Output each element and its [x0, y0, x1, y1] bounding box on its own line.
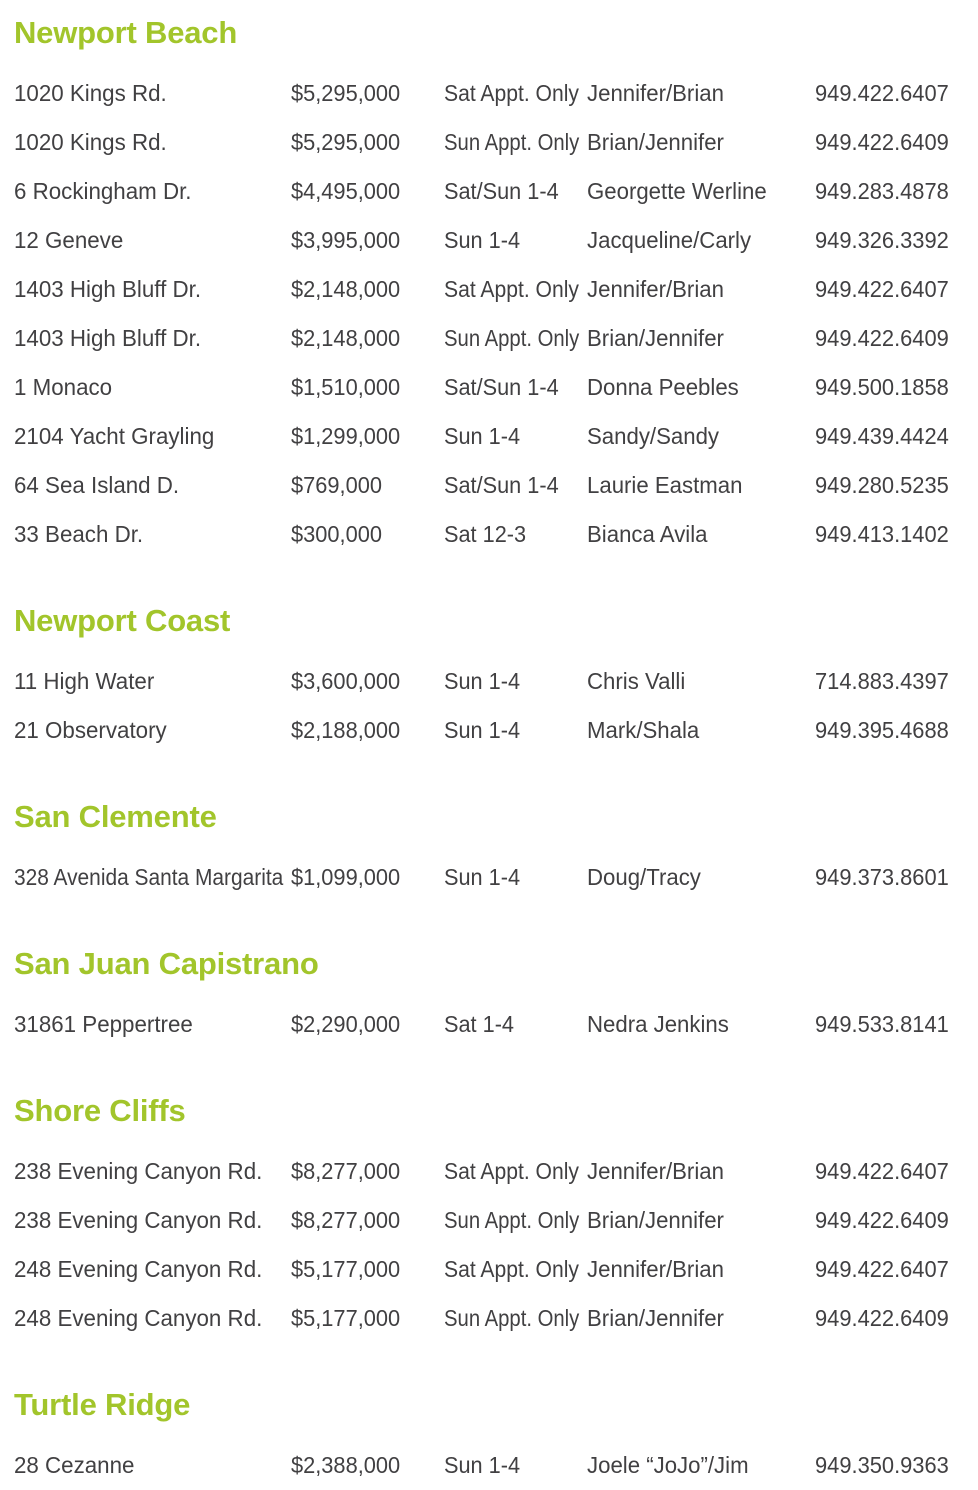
- agent-cell: Laurie Eastman: [587, 472, 743, 498]
- phone-cell: 949.422.6409: [815, 1207, 949, 1233]
- price-cell: $5,295,000: [291, 80, 401, 106]
- address-cell: 6 Rockingham Dr.: [14, 178, 192, 204]
- address-cell: 31861 Peppertree: [14, 1011, 193, 1037]
- price-cell: $1,299,000: [291, 423, 401, 449]
- listing-row: [14, 1000, 978, 1049]
- price-cell: $300,000: [291, 521, 382, 547]
- time-cell: Sun 1-4: [444, 668, 521, 694]
- phone-cell: 949.413.1402: [815, 521, 949, 547]
- price-cell: $2,388,000: [291, 1452, 401, 1478]
- price-cell: $5,295,000: [291, 129, 401, 155]
- agent-cell: Jennifer/Brian: [587, 276, 724, 302]
- phone-cell: 949.350.9363: [815, 1452, 949, 1478]
- agent-cell: Bianca Avila: [587, 521, 708, 547]
- price-cell: $5,177,000: [291, 1305, 401, 1331]
- address-cell: 33 Beach Dr.: [14, 521, 144, 547]
- sections-container: [14, 14, 978, 1490]
- address-cell: 1020 Kings Rd.: [14, 129, 167, 155]
- listing-row: [14, 1245, 978, 1294]
- time-cell: Sat/Sun 1-4: [444, 374, 559, 400]
- time-cell: Sat/Sun 1-4: [444, 472, 559, 498]
- phone-cell: 714.883.4397: [815, 668, 949, 694]
- phone-cell: 949.422.6407: [815, 1256, 949, 1282]
- agent-cell: Mark/Shala: [587, 717, 700, 743]
- city-section: [14, 798, 978, 902]
- time-cell: Sun 1-4: [444, 1452, 521, 1478]
- section-title: Newport Coast: [14, 603, 231, 638]
- agent-cell: Georgette Werline: [587, 178, 767, 204]
- price-cell: $3,995,000: [291, 227, 401, 253]
- time-cell: Sat 1-4: [444, 1011, 515, 1037]
- listing-row: [14, 265, 978, 314]
- address-cell: 248 Evening Canyon Rd.: [14, 1256, 263, 1282]
- address-cell: 28 Cezanne: [14, 1452, 135, 1478]
- address-cell: 11 High Water: [14, 668, 155, 694]
- section-title: Newport Beach: [14, 15, 238, 50]
- listing-rows: [14, 1441, 978, 1490]
- phone-cell: 949.439.4424: [815, 423, 949, 449]
- address-cell: 238 Evening Canyon Rd.: [14, 1158, 263, 1184]
- address-cell: 2104 Yacht Grayling: [14, 423, 215, 449]
- listing-row: [14, 706, 978, 755]
- address-cell: 21 Observatory: [14, 717, 167, 743]
- price-cell: $1,099,000: [291, 864, 401, 890]
- phone-cell: 949.422.6407: [815, 80, 949, 106]
- phone-cell: 949.422.6409: [815, 129, 949, 155]
- listing-rows: [14, 657, 978, 755]
- city-section: [14, 945, 978, 1049]
- price-cell: $8,277,000: [291, 1158, 401, 1184]
- price-cell: $8,277,000: [291, 1207, 401, 1233]
- time-cell: Sun 1-4: [444, 717, 521, 743]
- section-title: Shore Cliffs: [14, 1093, 186, 1128]
- listing-rows: [14, 1000, 978, 1049]
- listing-row: [14, 657, 978, 706]
- address-cell: 64 Sea Island D.: [14, 472, 180, 498]
- agent-cell: Jennifer/Brian: [587, 1256, 724, 1282]
- address-cell: 248 Evening Canyon Rd.: [14, 1305, 263, 1331]
- city-section: [14, 14, 978, 559]
- listing-row: [14, 363, 978, 412]
- phone-cell: 949.373.8601: [815, 864, 949, 890]
- price-cell: $3,600,000: [291, 668, 401, 694]
- time-cell: Sat Appt. Only: [444, 1256, 579, 1282]
- phone-cell: 949.533.8141: [815, 1011, 949, 1037]
- time-cell: Sun 1-4: [444, 227, 521, 253]
- phone-cell: 949.326.3392: [815, 227, 949, 253]
- listing-row: [14, 1441, 978, 1490]
- city-section: [14, 1092, 978, 1343]
- agent-cell: Doug/Tracy: [587, 864, 701, 890]
- agent-cell: Brian/Jennifer: [587, 129, 724, 155]
- time-cell: Sun Appt. Only: [444, 129, 580, 155]
- listing-row: [14, 853, 978, 902]
- address-cell: 1403 High Bluff Dr.: [14, 276, 202, 302]
- address-cell: 1403 High Bluff Dr.: [14, 325, 202, 351]
- phone-cell: 949.395.4688: [815, 717, 949, 743]
- price-cell: $5,177,000: [291, 1256, 401, 1282]
- time-cell: Sat Appt. Only: [444, 80, 579, 106]
- phone-cell: 949.283.4878: [815, 178, 949, 204]
- agent-cell: Jennifer/Brian: [587, 80, 724, 106]
- phone-cell: 949.422.6407: [815, 276, 949, 302]
- agent-cell: Chris Valli: [587, 668, 686, 694]
- time-cell: Sun Appt. Only: [444, 1207, 580, 1233]
- listing-rows: [14, 853, 978, 902]
- time-cell: Sun 1-4: [444, 864, 521, 890]
- listing-row: [14, 216, 978, 265]
- time-cell: Sun Appt. Only: [444, 325, 580, 351]
- city-section: [14, 602, 978, 755]
- listing-rows: [14, 69, 978, 559]
- listing-row: [14, 118, 978, 167]
- price-cell: $2,148,000: [291, 325, 401, 351]
- phone-cell: 949.500.1858: [815, 374, 949, 400]
- time-cell: Sun 1-4: [444, 423, 521, 449]
- listing-row: [14, 167, 978, 216]
- time-cell: Sat 12-3: [444, 521, 527, 547]
- address-cell: 1020 Kings Rd.: [14, 80, 167, 106]
- price-cell: $2,290,000: [291, 1011, 401, 1037]
- agent-cell: Donna Peebles: [587, 374, 739, 400]
- time-cell: Sat/Sun 1-4: [444, 178, 559, 204]
- section-title: San Clemente: [14, 799, 217, 834]
- phone-cell: 949.422.6409: [815, 1305, 949, 1331]
- agent-cell: Brian/Jennifer: [587, 1207, 724, 1233]
- listing-rows: [14, 1147, 978, 1343]
- price-cell: $2,148,000: [291, 276, 401, 302]
- address-cell: 1 Monaco: [14, 374, 113, 400]
- price-cell: $2,188,000: [291, 717, 401, 743]
- listing-row: [14, 461, 978, 510]
- address-cell: 238 Evening Canyon Rd.: [14, 1207, 263, 1233]
- listing-row: [14, 412, 978, 461]
- address-cell: 12 Geneve: [14, 227, 124, 253]
- agent-cell: Brian/Jennifer: [587, 325, 724, 351]
- listing-row: [14, 69, 978, 118]
- agent-cell: Jennifer/Brian: [587, 1158, 724, 1184]
- listing-row: [14, 1294, 978, 1343]
- listing-row: [14, 1147, 978, 1196]
- time-cell: Sat Appt. Only: [444, 1158, 579, 1184]
- agent-cell: Brian/Jennifer: [587, 1305, 724, 1331]
- time-cell: Sat Appt. Only: [444, 276, 579, 302]
- price-cell: $4,495,000: [291, 178, 401, 204]
- section-title: Turtle Ridge: [14, 1387, 191, 1422]
- city-section: [14, 1386, 978, 1490]
- listing-row: [14, 314, 978, 363]
- listing-row: [14, 1196, 978, 1245]
- phone-cell: 949.422.6407: [815, 1158, 949, 1184]
- listing-row: [14, 510, 978, 559]
- agent-cell: Joele “JoJo”/Jim: [587, 1452, 749, 1478]
- phone-cell: 949.422.6409: [815, 325, 949, 351]
- phone-cell: 949.280.5235: [815, 472, 949, 498]
- agent-cell: Sandy/Sandy: [587, 423, 720, 449]
- address-cell: 328 Avenida Santa Margarita: [14, 864, 284, 890]
- agent-cell: Nedra Jenkins: [587, 1011, 729, 1037]
- time-cell: Sun Appt. Only: [444, 1305, 580, 1331]
- price-cell: $1,510,000: [291, 374, 401, 400]
- price-cell: $769,000: [291, 472, 382, 498]
- section-title: San Juan Capistrano: [14, 946, 319, 981]
- agent-cell: Jacqueline/Carly: [587, 227, 752, 253]
